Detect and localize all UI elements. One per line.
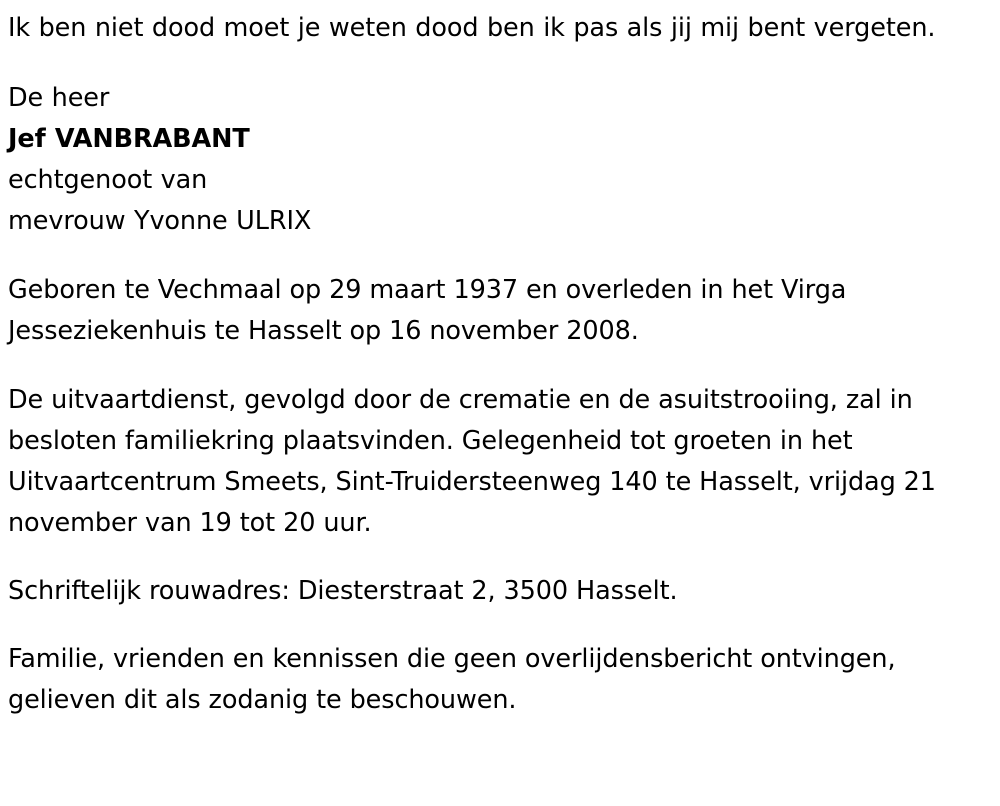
spacer [8, 242, 986, 270]
birth-death-paragraph: Geboren te Vechmaal op 29 maart 1937 en overleden in het Virga Jesseziekenhuis te Hasselt op 16 november 2008. [8, 275, 847, 346]
spacer [8, 49, 986, 78]
service-paragraph: De uitvaartdienst, gevolgd door de crematie en de asuitstrooiing, zal in besloten familiekring plaatsvinden. Gelegenheid tot groeten in het Uitvaartcentrum Smeets, Sint-Truidersteenweg 140 te Hasselt, vrijdag 21 november van 19 tot 20 uur. [8, 385, 936, 538]
closing-paragraph: Familie, vrienden en kennissen die geen overlijdensbericht ontvingen, gelieven dit als zodanig te beschouwen. [8, 644, 896, 715]
spacer [8, 352, 986, 380]
spouse-name: mevrouw Yvonne ULRIX [8, 206, 312, 236]
salutation-text: De heer [8, 83, 110, 113]
spacer [8, 612, 986, 639]
deceased-name: Jef VANBRABANT [8, 124, 250, 154]
spacer [8, 544, 986, 571]
spouse-relation-text: echtgenoot van [8, 165, 208, 195]
correspondence-paragraph: Schriftelijk rouwadres: Diesterstraat 2, 3500 Hasselt. [8, 576, 678, 606]
epitaph-text: Ik ben niet dood moet je weten dood ben ik pas als jij mij bent vergeten. [8, 13, 936, 43]
